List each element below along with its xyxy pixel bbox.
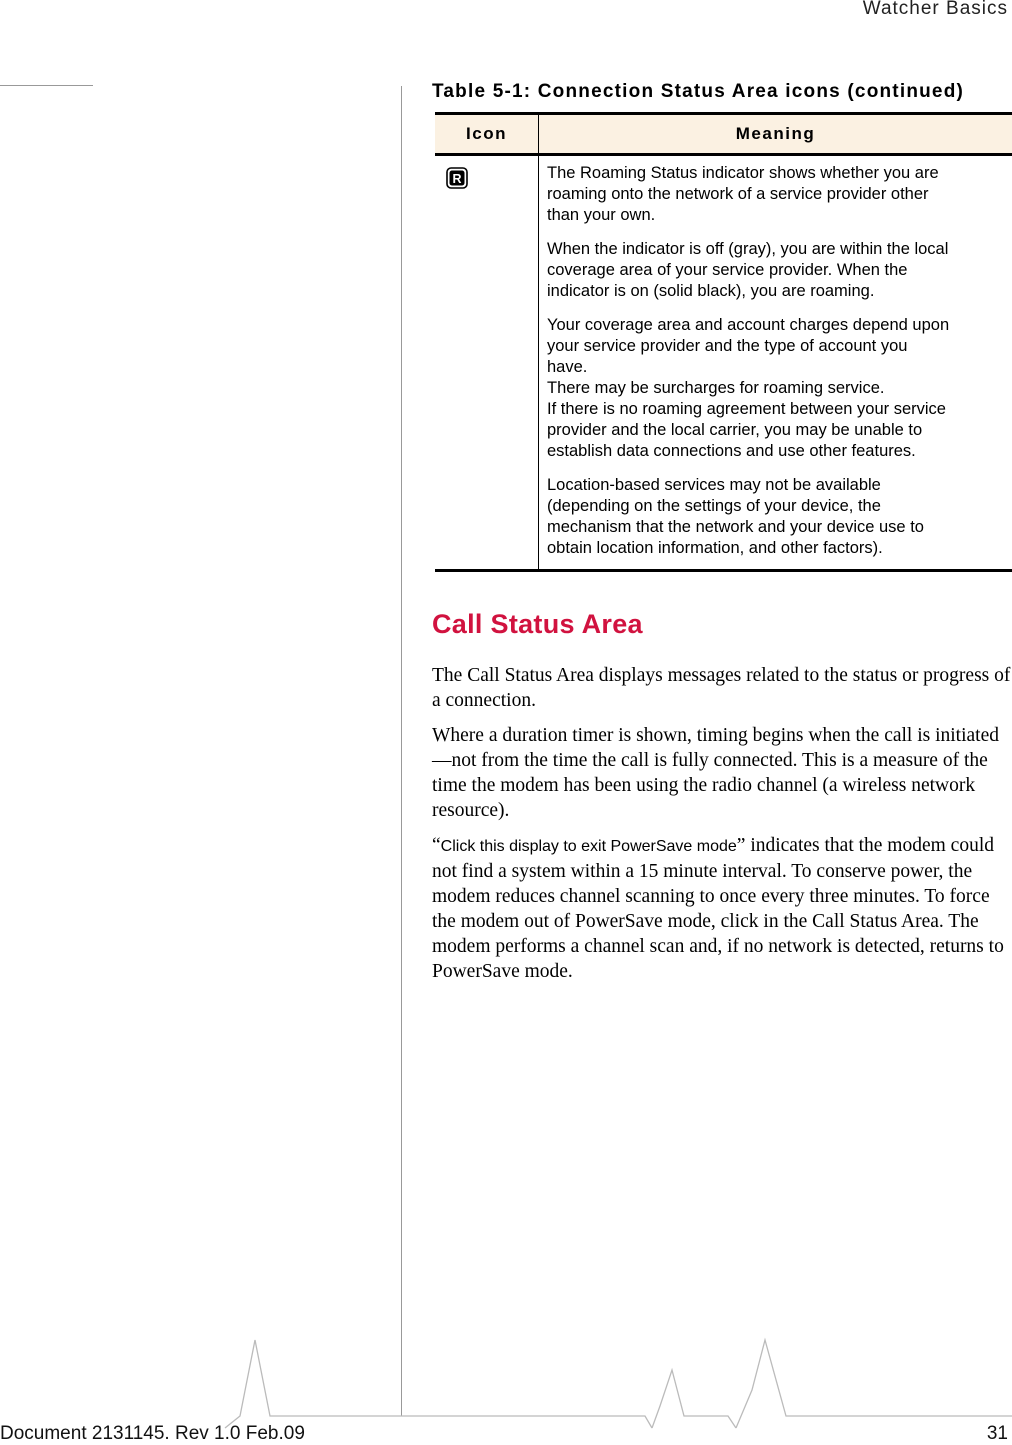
meaning-column-header: Meaning: [539, 114, 1012, 155]
meaning-line: than your own.: [547, 205, 1006, 226]
ui-message-quote: Click this display to exit PowerSave mode: [441, 838, 737, 855]
margin-rule: [401, 86, 402, 1416]
table-row: [435, 155, 1012, 571]
body-paragraph-1: The Call Status Area displays messages related to the status or progress of a connection.: [432, 663, 1012, 713]
meaning-paragraph-3: [547, 315, 1006, 462]
meaning-line: establish data connections and use other features.: [547, 441, 1006, 462]
roaming-status-icon: [446, 167, 468, 189]
icon-column-header: Icon: [435, 114, 539, 155]
footer-waveform: [0, 1330, 1012, 1430]
meaning-line: obtain location information, and other factors).: [547, 538, 1006, 559]
table-header-row: [435, 114, 1012, 155]
footer-page-number: 31: [987, 1423, 1008, 1445]
meaning-paragraph-1: [547, 163, 1006, 226]
body-paragraph-3-text: indicates that the modem could not find a system within a 15 minute interval. To conserve power, the modem reduces channel scanning to once every three minutes. To force the modem out of PowerSave mode, click in the Call Status Area. The modem performs a channel scan and, if no network is detected, returns to PowerSave mode.: [432, 835, 1004, 982]
meaning-line: Your coverage area and account charges depend upon: [547, 315, 1006, 336]
footer-document-id: Document 2131145. Rev 1.0 Feb.09: [0, 1423, 305, 1445]
table-caption: Table 5-1: Connection Status Area icons (continued): [432, 81, 964, 103]
connection-status-table: [435, 112, 1012, 572]
meaning-paragraph-2: [547, 239, 1006, 302]
running-header: Watcher Basics: [863, 0, 1008, 20]
quote-close: ”: [737, 835, 746, 856]
meaning-line: indicator is on (solid black), you are roaming.: [547, 281, 1006, 302]
icon-cell: [435, 155, 539, 571]
meaning-line: your service provider and the type of account you: [547, 336, 1006, 357]
meaning-line: There may be surcharges for roaming service.: [547, 378, 1006, 399]
meaning-line: When the indicator is off (gray), you are within the local: [547, 239, 1006, 260]
meaning-line: Location-based services may not be available: [547, 475, 1006, 496]
body-paragraph-3: [432, 833, 1012, 984]
meaning-line: have.: [547, 357, 1006, 378]
roaming-icon-letter: R: [452, 172, 461, 186]
meaning-line: (depending on the settings of your device, the: [547, 496, 1006, 517]
quote-open: “: [432, 835, 441, 856]
section-body: [432, 663, 1012, 994]
meaning-line: If there is no roaming agreement between your service: [547, 399, 1006, 420]
meaning-line: coverage area of your service provider. When the: [547, 260, 1006, 281]
meaning-line: mechanism that the network and your device use to: [547, 517, 1006, 538]
body-paragraph-2: Where a duration timer is shown, timing begins when the call is initiated—not from the time the call is fully connected. This is a measure of the time the modem has been using the radio channel (a wireless network resource).: [432, 723, 1012, 823]
meaning-line: roaming onto the network of a service provider other: [547, 184, 1006, 205]
meaning-cell: [539, 155, 1012, 571]
top-rule: [0, 85, 93, 86]
meaning-line: The Roaming Status indicator shows whether you are: [547, 163, 1006, 184]
section-heading: Call Status Area: [432, 609, 643, 640]
meaning-paragraph-4: [547, 475, 1006, 559]
meaning-line: provider and the local carrier, you may be unable to: [547, 420, 1006, 441]
